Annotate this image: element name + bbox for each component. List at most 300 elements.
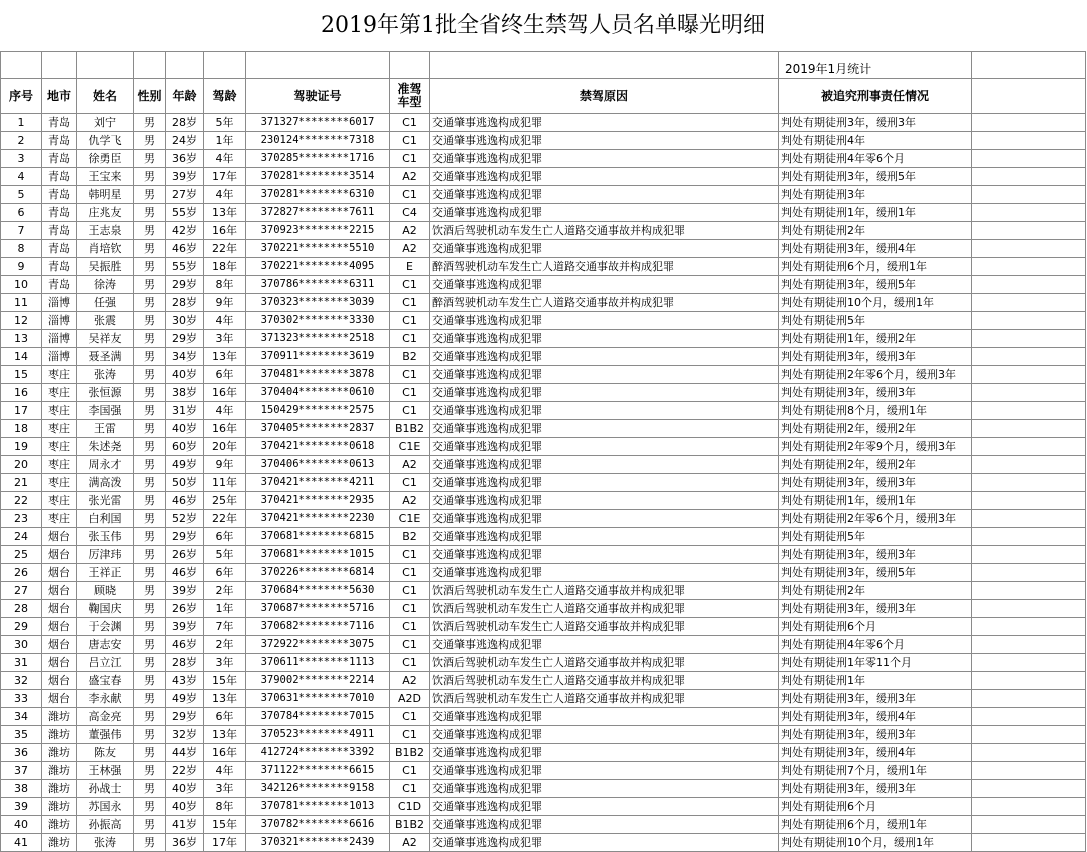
row-index-cell[interactable]: 13 bbox=[1, 330, 42, 348]
row-license-no-cell[interactable]: 370786********6311 bbox=[246, 276, 390, 294]
row-gender-cell[interactable]: 男 bbox=[134, 510, 166, 528]
row-criminal-liability-cell[interactable]: 判处有期徒刑3年，缓刑3年 bbox=[779, 600, 972, 618]
row-age-cell[interactable]: 40岁 bbox=[166, 780, 204, 798]
row-vehicle-class-cell[interactable]: C1 bbox=[390, 726, 430, 744]
row-age-cell[interactable]: 52岁 bbox=[166, 510, 204, 528]
row-driving-years-cell[interactable]: 25年 bbox=[204, 492, 246, 510]
row-city-cell[interactable]: 烟台 bbox=[42, 564, 77, 582]
row-license-no-cell[interactable]: 370221********5510 bbox=[246, 240, 390, 258]
row-city-cell[interactable]: 淄博 bbox=[42, 294, 77, 312]
row-index-cell[interactable]: 3 bbox=[1, 150, 42, 168]
header-ban-reason[interactable]: 禁驾原因 bbox=[430, 79, 779, 114]
row-ban-reason-cell[interactable]: 交通肇事逃逸构成犯罪 bbox=[430, 330, 779, 348]
row-vehicle-class-cell[interactable]: C1 bbox=[390, 150, 430, 168]
row-index-cell[interactable]: 9 bbox=[1, 258, 42, 276]
row-license-no-cell[interactable]: 370684********5630 bbox=[246, 582, 390, 600]
row-driving-years-cell[interactable]: 16年 bbox=[204, 744, 246, 762]
row-license-no-cell[interactable]: 150429********2575 bbox=[246, 402, 390, 420]
row-age-cell[interactable]: 39岁 bbox=[166, 618, 204, 636]
row-vehicle-class-cell[interactable]: C1 bbox=[390, 312, 430, 330]
row-ban-reason-cell[interactable]: 交通肇事逃逸构成犯罪 bbox=[430, 762, 779, 780]
row-criminal-liability-cell[interactable]: 判处有期徒刑3年，缓刑3年 bbox=[779, 114, 972, 132]
row-driving-years-cell[interactable]: 8年 bbox=[204, 798, 246, 816]
row-name-cell[interactable]: 王祥正 bbox=[77, 564, 134, 582]
row-driving-years-cell[interactable]: 3年 bbox=[204, 780, 246, 798]
row-driving-years-cell[interactable]: 13年 bbox=[204, 348, 246, 366]
empty-cell[interactable] bbox=[972, 762, 1086, 780]
row-ban-reason-cell[interactable]: 饮酒后驾驶机动车发生亡人道路交通事故并构成犯罪 bbox=[430, 582, 779, 600]
row-gender-cell[interactable]: 男 bbox=[134, 636, 166, 654]
row-license-no-cell[interactable]: 370405********2837 bbox=[246, 420, 390, 438]
row-license-no-cell[interactable]: 370611********1113 bbox=[246, 654, 390, 672]
row-name-cell[interactable]: 王宝来 bbox=[77, 168, 134, 186]
row-driving-years-cell[interactable]: 1年 bbox=[204, 600, 246, 618]
row-license-no-cell[interactable]: 370323********3039 bbox=[246, 294, 390, 312]
row-driving-years-cell[interactable]: 9年 bbox=[204, 456, 246, 474]
row-name-cell[interactable]: 唐志安 bbox=[77, 636, 134, 654]
row-ban-reason-cell[interactable]: 交通肇事逃逸构成犯罪 bbox=[430, 492, 779, 510]
empty-cell[interactable] bbox=[972, 330, 1086, 348]
row-gender-cell[interactable]: 男 bbox=[134, 564, 166, 582]
row-index-cell[interactable]: 27 bbox=[1, 582, 42, 600]
row-ban-reason-cell[interactable]: 交通肇事逃逸构成犯罪 bbox=[430, 726, 779, 744]
empty-cell[interactable] bbox=[972, 582, 1086, 600]
row-vehicle-class-cell[interactable]: C1 bbox=[390, 600, 430, 618]
empty-cell[interactable] bbox=[972, 204, 1086, 222]
row-city-cell[interactable]: 潍坊 bbox=[42, 834, 77, 852]
row-license-no-cell[interactable]: 370285********1716 bbox=[246, 150, 390, 168]
row-city-cell[interactable]: 青岛 bbox=[42, 240, 77, 258]
row-index-cell[interactable]: 20 bbox=[1, 456, 42, 474]
row-vehicle-class-cell[interactable]: B2 bbox=[390, 348, 430, 366]
row-criminal-liability-cell[interactable]: 判处有期徒刑6个月 bbox=[779, 798, 972, 816]
row-city-cell[interactable]: 淄博 bbox=[42, 348, 77, 366]
row-license-no-cell[interactable]: 230124********7318 bbox=[246, 132, 390, 150]
row-index-cell[interactable]: 30 bbox=[1, 636, 42, 654]
row-criminal-liability-cell[interactable]: 判处有期徒刑3年，缓刑3年 bbox=[779, 474, 972, 492]
row-name-cell[interactable]: 聂圣满 bbox=[77, 348, 134, 366]
row-name-cell[interactable]: 刘宁 bbox=[77, 114, 134, 132]
row-vehicle-class-cell[interactable]: A2 bbox=[390, 672, 430, 690]
row-ban-reason-cell[interactable]: 饮酒后驾驶机动车发生亡人道路交通事故并构成犯罪 bbox=[430, 600, 779, 618]
row-age-cell[interactable]: 40岁 bbox=[166, 798, 204, 816]
row-age-cell[interactable]: 29岁 bbox=[166, 528, 204, 546]
header-name[interactable]: 姓名 bbox=[77, 79, 134, 114]
row-ban-reason-cell[interactable]: 交通肇事逃逸构成犯罪 bbox=[430, 420, 779, 438]
row-index-cell[interactable]: 10 bbox=[1, 276, 42, 294]
row-criminal-liability-cell[interactable]: 判处有期徒刑1年，缓刑1年 bbox=[779, 204, 972, 222]
row-criminal-liability-cell[interactable]: 判处有期徒刑2年，缓刑2年 bbox=[779, 456, 972, 474]
row-age-cell[interactable]: 55岁 bbox=[166, 204, 204, 222]
row-ban-reason-cell[interactable]: 交通肇事逃逸构成犯罪 bbox=[430, 402, 779, 420]
row-index-cell[interactable]: 40 bbox=[1, 816, 42, 834]
header-vehicle-class[interactable]: 准驾车型 bbox=[390, 79, 430, 114]
row-age-cell[interactable]: 60岁 bbox=[166, 438, 204, 456]
row-criminal-liability-cell[interactable]: 判处有期徒刑4年 bbox=[779, 132, 972, 150]
row-age-cell[interactable]: 55岁 bbox=[166, 258, 204, 276]
row-city-cell[interactable]: 潍坊 bbox=[42, 816, 77, 834]
row-license-no-cell[interactable]: 370631********7010 bbox=[246, 690, 390, 708]
row-license-no-cell[interactable]: 370421********2935 bbox=[246, 492, 390, 510]
row-gender-cell[interactable]: 男 bbox=[134, 798, 166, 816]
row-driving-years-cell[interactable]: 4年 bbox=[204, 312, 246, 330]
empty-cell[interactable] bbox=[972, 456, 1086, 474]
empty-cell[interactable] bbox=[972, 240, 1086, 258]
empty-cell[interactable] bbox=[972, 150, 1086, 168]
row-city-cell[interactable]: 潍坊 bbox=[42, 708, 77, 726]
row-age-cell[interactable]: 32岁 bbox=[166, 726, 204, 744]
row-city-cell[interactable]: 潍坊 bbox=[42, 798, 77, 816]
row-name-cell[interactable]: 吴振胜 bbox=[77, 258, 134, 276]
row-index-cell[interactable]: 33 bbox=[1, 690, 42, 708]
empty-cell[interactable] bbox=[972, 168, 1086, 186]
row-criminal-liability-cell[interactable]: 判处有期徒刑3年，缓刑3年 bbox=[779, 546, 972, 564]
row-criminal-liability-cell[interactable]: 判处有期徒刑3年，缓刑4年 bbox=[779, 744, 972, 762]
cell[interactable] bbox=[204, 52, 246, 79]
row-gender-cell[interactable]: 男 bbox=[134, 762, 166, 780]
stat-date-note[interactable]: 2019年1月统计 bbox=[779, 52, 972, 79]
row-city-cell[interactable]: 烟台 bbox=[42, 618, 77, 636]
row-city-cell[interactable]: 青岛 bbox=[42, 222, 77, 240]
row-ban-reason-cell[interactable]: 饮酒后驾驶机动车发生亡人道路交通事故并构成犯罪 bbox=[430, 222, 779, 240]
header-age[interactable]: 年龄 bbox=[166, 79, 204, 114]
row-criminal-liability-cell[interactable]: 判处有期徒刑8个月，缓刑1年 bbox=[779, 402, 972, 420]
row-criminal-liability-cell[interactable]: 判处有期徒刑3年，缓刑3年 bbox=[779, 690, 972, 708]
row-gender-cell[interactable]: 男 bbox=[134, 222, 166, 240]
row-ban-reason-cell[interactable]: 交通肇事逃逸构成犯罪 bbox=[430, 150, 779, 168]
row-gender-cell[interactable]: 男 bbox=[134, 168, 166, 186]
row-age-cell[interactable]: 46岁 bbox=[166, 636, 204, 654]
row-gender-cell[interactable]: 男 bbox=[134, 726, 166, 744]
row-gender-cell[interactable]: 男 bbox=[134, 150, 166, 168]
row-city-cell[interactable]: 青岛 bbox=[42, 186, 77, 204]
row-ban-reason-cell[interactable]: 交通肇事逃逸构成犯罪 bbox=[430, 186, 779, 204]
row-ban-reason-cell[interactable]: 交通肇事逃逸构成犯罪 bbox=[430, 384, 779, 402]
row-vehicle-class-cell[interactable]: A2D bbox=[390, 690, 430, 708]
row-driving-years-cell[interactable]: 17年 bbox=[204, 834, 246, 852]
row-index-cell[interactable]: 7 bbox=[1, 222, 42, 240]
empty-cell[interactable] bbox=[972, 546, 1086, 564]
row-vehicle-class-cell[interactable]: C1 bbox=[390, 402, 430, 420]
row-criminal-liability-cell[interactable]: 判处有期徒刑2年 bbox=[779, 222, 972, 240]
row-city-cell[interactable]: 潍坊 bbox=[42, 780, 77, 798]
row-gender-cell[interactable]: 男 bbox=[134, 402, 166, 420]
row-driving-years-cell[interactable]: 22年 bbox=[204, 510, 246, 528]
row-ban-reason-cell[interactable]: 交通肇事逃逸构成犯罪 bbox=[430, 564, 779, 582]
row-vehicle-class-cell[interactable]: C4 bbox=[390, 204, 430, 222]
row-index-cell[interactable]: 25 bbox=[1, 546, 42, 564]
cell[interactable] bbox=[134, 52, 166, 79]
row-city-cell[interactable]: 青岛 bbox=[42, 132, 77, 150]
row-license-no-cell[interactable]: 379002********2214 bbox=[246, 672, 390, 690]
row-criminal-liability-cell[interactable]: 判处有期徒刑4年零6个月 bbox=[779, 150, 972, 168]
row-name-cell[interactable]: 任强 bbox=[77, 294, 134, 312]
row-ban-reason-cell[interactable]: 交通肇事逃逸构成犯罪 bbox=[430, 528, 779, 546]
row-age-cell[interactable]: 36岁 bbox=[166, 150, 204, 168]
row-name-cell[interactable]: 吕立江 bbox=[77, 654, 134, 672]
row-index-cell[interactable]: 5 bbox=[1, 186, 42, 204]
row-criminal-liability-cell[interactable]: 判处有期徒刑3年，缓刑3年 bbox=[779, 384, 972, 402]
row-gender-cell[interactable]: 男 bbox=[134, 186, 166, 204]
row-criminal-liability-cell[interactable]: 判处有期徒刑6个月 bbox=[779, 618, 972, 636]
row-ban-reason-cell[interactable]: 交通肇事逃逸构成犯罪 bbox=[430, 636, 779, 654]
row-gender-cell[interactable]: 男 bbox=[134, 258, 166, 276]
row-age-cell[interactable]: 49岁 bbox=[166, 690, 204, 708]
cell[interactable] bbox=[430, 52, 779, 79]
row-ban-reason-cell[interactable]: 交通肇事逃逸构成犯罪 bbox=[430, 312, 779, 330]
row-age-cell[interactable]: 41岁 bbox=[166, 816, 204, 834]
row-criminal-liability-cell[interactable]: 判处有期徒刑2年，缓刑2年 bbox=[779, 420, 972, 438]
empty-cell[interactable] bbox=[972, 798, 1086, 816]
row-license-no-cell[interactable]: 370421********2230 bbox=[246, 510, 390, 528]
row-vehicle-class-cell[interactable]: C1 bbox=[390, 564, 430, 582]
row-vehicle-class-cell[interactable]: A2 bbox=[390, 222, 430, 240]
row-driving-years-cell[interactable]: 2年 bbox=[204, 636, 246, 654]
row-vehicle-class-cell[interactable]: A2 bbox=[390, 240, 430, 258]
row-vehicle-class-cell[interactable]: C1 bbox=[390, 654, 430, 672]
row-gender-cell[interactable]: 男 bbox=[134, 816, 166, 834]
row-vehicle-class-cell[interactable]: C1 bbox=[390, 114, 430, 132]
row-age-cell[interactable]: 40岁 bbox=[166, 366, 204, 384]
row-age-cell[interactable]: 29岁 bbox=[166, 330, 204, 348]
empty-cell[interactable] bbox=[972, 654, 1086, 672]
row-license-no-cell[interactable]: 370406********0613 bbox=[246, 456, 390, 474]
row-vehicle-class-cell[interactable]: C1 bbox=[390, 474, 430, 492]
row-index-cell[interactable]: 18 bbox=[1, 420, 42, 438]
row-age-cell[interactable]: 30岁 bbox=[166, 312, 204, 330]
row-name-cell[interactable]: 盛宝春 bbox=[77, 672, 134, 690]
row-license-no-cell[interactable]: 370302********3330 bbox=[246, 312, 390, 330]
row-ban-reason-cell[interactable]: 交通肇事逃逸构成犯罪 bbox=[430, 798, 779, 816]
row-index-cell[interactable]: 36 bbox=[1, 744, 42, 762]
row-license-no-cell[interactable]: 370781********1013 bbox=[246, 798, 390, 816]
row-vehicle-class-cell[interactable]: C1 bbox=[390, 384, 430, 402]
row-license-no-cell[interactable]: 370923********2215 bbox=[246, 222, 390, 240]
empty-cell[interactable] bbox=[972, 510, 1086, 528]
row-driving-years-cell[interactable]: 13年 bbox=[204, 726, 246, 744]
row-license-no-cell[interactable]: 370221********4095 bbox=[246, 258, 390, 276]
row-gender-cell[interactable]: 男 bbox=[134, 546, 166, 564]
row-city-cell[interactable]: 潍坊 bbox=[42, 744, 77, 762]
row-city-cell[interactable]: 青岛 bbox=[42, 276, 77, 294]
row-city-cell[interactable]: 潍坊 bbox=[42, 762, 77, 780]
row-license-no-cell[interactable]: 412724********3392 bbox=[246, 744, 390, 762]
row-ban-reason-cell[interactable]: 饮酒后驾驶机动车发生亡人道路交通事故并构成犯罪 bbox=[430, 618, 779, 636]
row-vehicle-class-cell[interactable]: C1 bbox=[390, 762, 430, 780]
row-index-cell[interactable]: 28 bbox=[1, 600, 42, 618]
row-vehicle-class-cell[interactable]: C1 bbox=[390, 366, 430, 384]
row-ban-reason-cell[interactable]: 交通肇事逃逸构成犯罪 bbox=[430, 204, 779, 222]
row-city-cell[interactable]: 烟台 bbox=[42, 672, 77, 690]
row-name-cell[interactable]: 孙振高 bbox=[77, 816, 134, 834]
row-license-no-cell[interactable]: 370226********6814 bbox=[246, 564, 390, 582]
row-index-cell[interactable]: 12 bbox=[1, 312, 42, 330]
row-driving-years-cell[interactable]: 4年 bbox=[204, 762, 246, 780]
row-index-cell[interactable]: 35 bbox=[1, 726, 42, 744]
row-city-cell[interactable]: 青岛 bbox=[42, 258, 77, 276]
row-gender-cell[interactable]: 男 bbox=[134, 618, 166, 636]
row-age-cell[interactable]: 43岁 bbox=[166, 672, 204, 690]
row-name-cell[interactable]: 厉津玮 bbox=[77, 546, 134, 564]
row-index-cell[interactable]: 31 bbox=[1, 654, 42, 672]
row-name-cell[interactable]: 仇学飞 bbox=[77, 132, 134, 150]
row-age-cell[interactable]: 26岁 bbox=[166, 600, 204, 618]
row-driving-years-cell[interactable]: 16年 bbox=[204, 222, 246, 240]
row-index-cell[interactable]: 41 bbox=[1, 834, 42, 852]
row-name-cell[interactable]: 周永才 bbox=[77, 456, 134, 474]
empty-cell[interactable] bbox=[972, 726, 1086, 744]
row-gender-cell[interactable]: 男 bbox=[134, 366, 166, 384]
row-city-cell[interactable]: 枣庄 bbox=[42, 420, 77, 438]
row-age-cell[interactable]: 29岁 bbox=[166, 276, 204, 294]
row-gender-cell[interactable]: 男 bbox=[134, 690, 166, 708]
row-age-cell[interactable]: 42岁 bbox=[166, 222, 204, 240]
row-vehicle-class-cell[interactable]: B2 bbox=[390, 528, 430, 546]
row-name-cell[interactable]: 满高泼 bbox=[77, 474, 134, 492]
row-gender-cell[interactable]: 男 bbox=[134, 114, 166, 132]
row-age-cell[interactable]: 46岁 bbox=[166, 564, 204, 582]
empty-cell[interactable] bbox=[972, 114, 1086, 132]
row-gender-cell[interactable]: 男 bbox=[134, 600, 166, 618]
row-city-cell[interactable]: 烟台 bbox=[42, 546, 77, 564]
row-vehicle-class-cell[interactable]: A2 bbox=[390, 168, 430, 186]
row-criminal-liability-cell[interactable]: 判处有期徒刑3年，缓刑4年 bbox=[779, 240, 972, 258]
row-index-cell[interactable]: 37 bbox=[1, 762, 42, 780]
row-vehicle-class-cell[interactable]: C1 bbox=[390, 636, 430, 654]
empty-cell[interactable] bbox=[972, 348, 1086, 366]
empty-cell[interactable] bbox=[972, 294, 1086, 312]
row-license-no-cell[interactable]: 371323********2518 bbox=[246, 330, 390, 348]
row-criminal-liability-cell[interactable]: 判处有期徒刑1年零11个月 bbox=[779, 654, 972, 672]
row-name-cell[interactable]: 朱述尧 bbox=[77, 438, 134, 456]
empty-cell[interactable] bbox=[972, 600, 1086, 618]
row-age-cell[interactable]: 28岁 bbox=[166, 654, 204, 672]
row-name-cell[interactable]: 高金亮 bbox=[77, 708, 134, 726]
row-license-no-cell[interactable]: 370421********4211 bbox=[246, 474, 390, 492]
row-driving-years-cell[interactable]: 6年 bbox=[204, 528, 246, 546]
row-city-cell[interactable]: 枣庄 bbox=[42, 510, 77, 528]
empty-cell[interactable] bbox=[972, 438, 1086, 456]
empty-cell[interactable] bbox=[972, 258, 1086, 276]
row-license-no-cell[interactable]: 370281********6310 bbox=[246, 186, 390, 204]
row-city-cell[interactable]: 枣庄 bbox=[42, 456, 77, 474]
row-ban-reason-cell[interactable]: 交通肇事逃逸构成犯罪 bbox=[430, 168, 779, 186]
row-index-cell[interactable]: 39 bbox=[1, 798, 42, 816]
row-criminal-liability-cell[interactable]: 判处有期徒刑3年，缓刑5年 bbox=[779, 564, 972, 582]
row-city-cell[interactable]: 烟台 bbox=[42, 690, 77, 708]
row-license-no-cell[interactable]: 372827********7611 bbox=[246, 204, 390, 222]
row-city-cell[interactable]: 淄博 bbox=[42, 312, 77, 330]
row-name-cell[interactable]: 白利国 bbox=[77, 510, 134, 528]
row-gender-cell[interactable]: 男 bbox=[134, 384, 166, 402]
row-ban-reason-cell[interactable]: 交通肇事逃逸构成犯罪 bbox=[430, 744, 779, 762]
row-gender-cell[interactable]: 男 bbox=[134, 834, 166, 852]
header-empty[interactable] bbox=[972, 79, 1086, 114]
row-driving-years-cell[interactable]: 8年 bbox=[204, 276, 246, 294]
row-name-cell[interactable]: 庄兆友 bbox=[77, 204, 134, 222]
row-driving-years-cell[interactable]: 11年 bbox=[204, 474, 246, 492]
row-age-cell[interactable]: 49岁 bbox=[166, 456, 204, 474]
row-name-cell[interactable]: 于会渊 bbox=[77, 618, 134, 636]
row-criminal-liability-cell[interactable]: 判处有期徒刑7个月，缓刑1年 bbox=[779, 762, 972, 780]
empty-cell[interactable] bbox=[972, 618, 1086, 636]
row-vehicle-class-cell[interactable]: C1 bbox=[390, 294, 430, 312]
row-driving-years-cell[interactable]: 7年 bbox=[204, 618, 246, 636]
row-index-cell[interactable]: 11 bbox=[1, 294, 42, 312]
cell[interactable] bbox=[1, 52, 42, 79]
row-gender-cell[interactable]: 男 bbox=[134, 456, 166, 474]
row-name-cell[interactable]: 张震 bbox=[77, 312, 134, 330]
row-criminal-liability-cell[interactable]: 判处有期徒刑3年，缓刑5年 bbox=[779, 168, 972, 186]
row-ban-reason-cell[interactable]: 交通肇事逃逸构成犯罪 bbox=[430, 510, 779, 528]
row-driving-years-cell[interactable]: 2年 bbox=[204, 582, 246, 600]
row-index-cell[interactable]: 1 bbox=[1, 114, 42, 132]
row-vehicle-class-cell[interactable]: C1 bbox=[390, 708, 430, 726]
cell[interactable] bbox=[77, 52, 134, 79]
row-license-no-cell[interactable]: 370687********5716 bbox=[246, 600, 390, 618]
row-index-cell[interactable]: 26 bbox=[1, 564, 42, 582]
row-name-cell[interactable]: 李永献 bbox=[77, 690, 134, 708]
row-gender-cell[interactable]: 男 bbox=[134, 240, 166, 258]
row-criminal-liability-cell[interactable]: 判处有期徒刑1年，缓刑2年 bbox=[779, 330, 972, 348]
row-age-cell[interactable]: 39岁 bbox=[166, 168, 204, 186]
header-city[interactable]: 地市 bbox=[42, 79, 77, 114]
row-vehicle-class-cell[interactable]: C1 bbox=[390, 780, 430, 798]
row-license-no-cell[interactable]: 370911********3619 bbox=[246, 348, 390, 366]
row-ban-reason-cell[interactable]: 交通肇事逃逸构成犯罪 bbox=[430, 834, 779, 852]
row-vehicle-class-cell[interactable]: A2 bbox=[390, 492, 430, 510]
row-driving-years-cell[interactable]: 16年 bbox=[204, 384, 246, 402]
row-vehicle-class-cell[interactable]: C1 bbox=[390, 132, 430, 150]
row-criminal-liability-cell[interactable]: 判处有期徒刑10个月，缓刑1年 bbox=[779, 834, 972, 852]
cell[interactable] bbox=[42, 52, 77, 79]
empty-cell[interactable] bbox=[972, 780, 1086, 798]
row-driving-years-cell[interactable]: 16年 bbox=[204, 420, 246, 438]
row-license-no-cell[interactable]: 371327********6017 bbox=[246, 114, 390, 132]
row-index-cell[interactable]: 8 bbox=[1, 240, 42, 258]
row-name-cell[interactable]: 张恒源 bbox=[77, 384, 134, 402]
row-license-no-cell[interactable]: 370281********3514 bbox=[246, 168, 390, 186]
row-name-cell[interactable]: 张涛 bbox=[77, 834, 134, 852]
row-age-cell[interactable]: 31岁 bbox=[166, 402, 204, 420]
row-city-cell[interactable]: 青岛 bbox=[42, 168, 77, 186]
row-name-cell[interactable]: 李国强 bbox=[77, 402, 134, 420]
row-age-cell[interactable]: 44岁 bbox=[166, 744, 204, 762]
empty-cell[interactable] bbox=[972, 672, 1086, 690]
row-license-no-cell[interactable]: 370784********7015 bbox=[246, 708, 390, 726]
row-city-cell[interactable]: 枣庄 bbox=[42, 402, 77, 420]
row-vehicle-class-cell[interactable]: C1E bbox=[390, 438, 430, 456]
row-criminal-liability-cell[interactable]: 判处有期徒刑3年 bbox=[779, 186, 972, 204]
row-driving-years-cell[interactable]: 9年 bbox=[204, 294, 246, 312]
row-ban-reason-cell[interactable]: 交通肇事逃逸构成犯罪 bbox=[430, 816, 779, 834]
row-age-cell[interactable]: 36岁 bbox=[166, 834, 204, 852]
row-ban-reason-cell[interactable]: 交通肇事逃逸构成犯罪 bbox=[430, 546, 779, 564]
row-driving-years-cell[interactable]: 4年 bbox=[204, 150, 246, 168]
row-ban-reason-cell[interactable]: 交通肇事逃逸构成犯罪 bbox=[430, 276, 779, 294]
row-name-cell[interactable]: 王志泉 bbox=[77, 222, 134, 240]
row-gender-cell[interactable]: 男 bbox=[134, 132, 166, 150]
row-name-cell[interactable]: 王林强 bbox=[77, 762, 134, 780]
row-gender-cell[interactable]: 男 bbox=[134, 474, 166, 492]
row-ban-reason-cell[interactable]: 交通肇事逃逸构成犯罪 bbox=[430, 240, 779, 258]
empty-cell[interactable] bbox=[972, 366, 1086, 384]
row-age-cell[interactable]: 29岁 bbox=[166, 708, 204, 726]
row-gender-cell[interactable]: 男 bbox=[134, 276, 166, 294]
cell[interactable] bbox=[246, 52, 390, 79]
row-name-cell[interactable]: 董强伟 bbox=[77, 726, 134, 744]
row-driving-years-cell[interactable]: 6年 bbox=[204, 564, 246, 582]
